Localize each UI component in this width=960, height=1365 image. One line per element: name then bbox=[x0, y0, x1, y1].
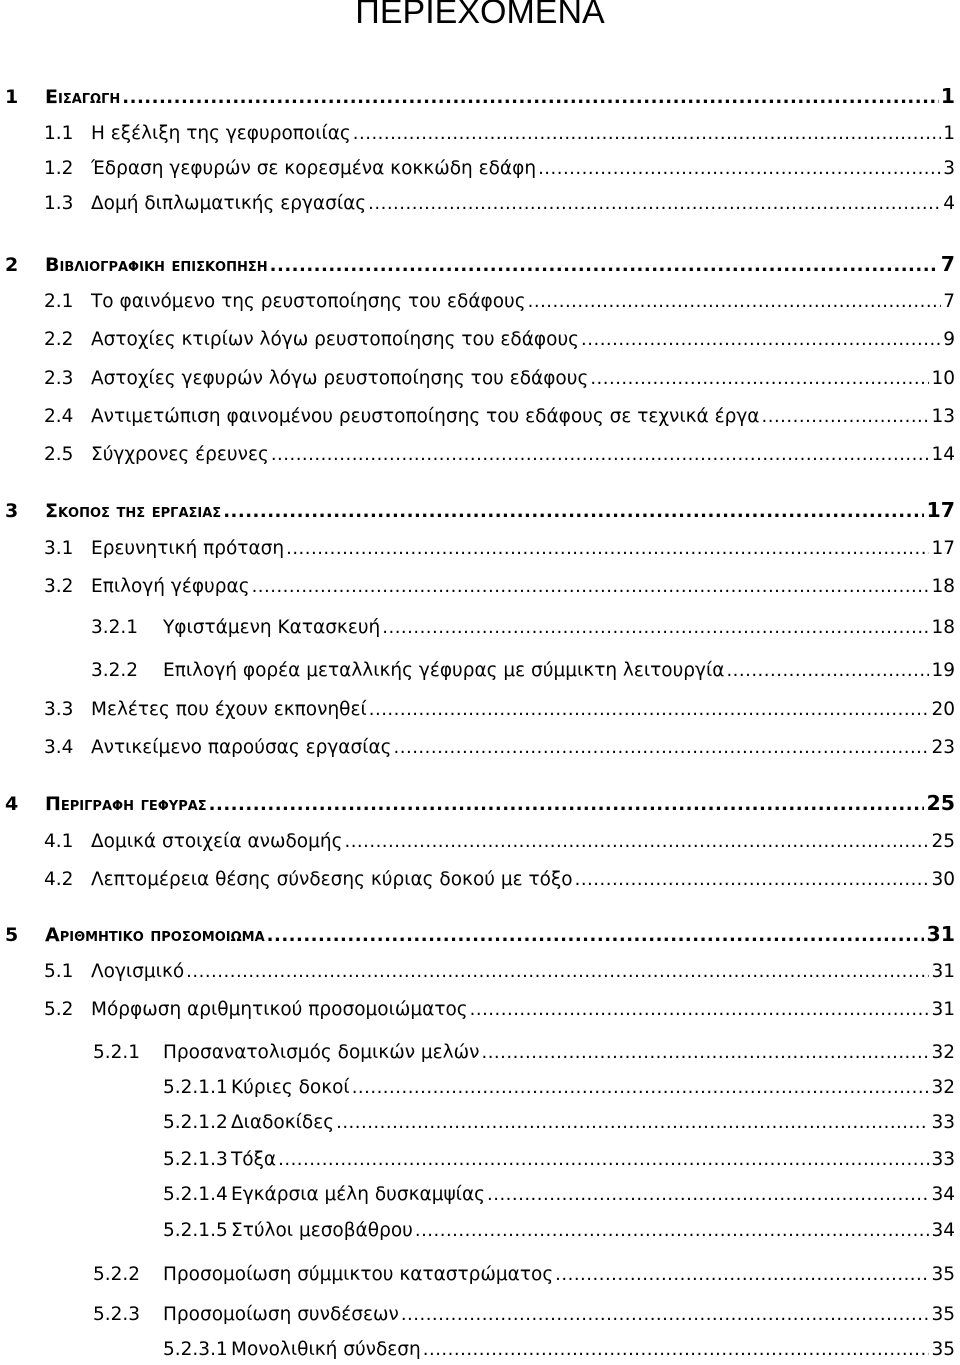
toc-entry-number: 5.2.1.5 bbox=[163, 1220, 228, 1241]
toc-entry[interactable] bbox=[93, 1301, 955, 1329]
toc-entry-label: Στύλοι μεσοβάθρου bbox=[231, 1220, 413, 1241]
toc-entry[interactable] bbox=[0, 789, 955, 817]
toc-entry-label: Αστοχίες γεφυρών λόγω ρευστοποίησης του εδάφους bbox=[91, 368, 589, 389]
toc-entry[interactable] bbox=[0, 82, 955, 110]
toc-entry-number: 2 bbox=[5, 254, 19, 276]
toc-entry-label: Εγκάρσια μέλη δυσκαμψίας bbox=[231, 1184, 485, 1205]
toc-entry-number: 5.2.1 bbox=[93, 1042, 141, 1063]
toc-entry[interactable] bbox=[163, 1146, 955, 1174]
dot-leader bbox=[481, 1039, 929, 1067]
toc-entry[interactable] bbox=[44, 734, 955, 762]
toc-entry-number: 3.2.2 bbox=[91, 660, 139, 681]
toc-entry[interactable] bbox=[44, 365, 955, 393]
dot-leader bbox=[271, 441, 930, 469]
toc-entry[interactable] bbox=[44, 403, 955, 431]
dot-leader bbox=[186, 958, 929, 986]
toc-entry-number: 4.1 bbox=[44, 831, 74, 852]
toc-entry[interactable] bbox=[91, 657, 955, 685]
toc-entry-number: 1.3 bbox=[44, 193, 74, 214]
toc-entry[interactable] bbox=[44, 155, 955, 183]
toc-entry-label: Προσανατολισμός δομικών μελών bbox=[163, 1042, 480, 1063]
toc-entry-page: 13 bbox=[931, 406, 955, 427]
toc-entry[interactable] bbox=[163, 1109, 955, 1137]
toc-entry-page: 25 bbox=[926, 791, 955, 815]
toc-entry-page: 35 bbox=[931, 1264, 955, 1285]
toc-entry[interactable] bbox=[44, 441, 955, 469]
toc-entry[interactable] bbox=[44, 120, 955, 148]
toc-entry-number: 2.2 bbox=[44, 329, 74, 350]
dot-leader bbox=[555, 1261, 929, 1289]
toc-entry-label: Αριθμητικο προσομοιωμα bbox=[45, 924, 265, 946]
dot-leader bbox=[286, 535, 929, 563]
dot-leader bbox=[352, 1074, 930, 1102]
dot-leader bbox=[122, 84, 938, 112]
toc-entry-page: 31 bbox=[926, 922, 955, 946]
toc-entry-label: Σύγχρονες έρευνες bbox=[91, 444, 269, 465]
toc-entry[interactable] bbox=[93, 1039, 955, 1067]
page-title: ΠΕΡΙΕΧΟΜΕΝΑ bbox=[355, 0, 605, 31]
toc-entry-label: Βιβλιογραφικη επισκοπηση bbox=[45, 254, 268, 276]
toc-entry-page: 14 bbox=[931, 444, 955, 465]
toc-entry-page: 20 bbox=[931, 699, 955, 720]
toc-entry[interactable] bbox=[44, 326, 955, 354]
toc-entry-number: 2.1 bbox=[44, 291, 74, 312]
toc-entry[interactable] bbox=[44, 696, 955, 724]
toc-entry[interactable] bbox=[44, 535, 955, 563]
toc-entry-label: Έδραση γεφυρών σε κορεσμένα κοκκώδη εδάφη bbox=[91, 158, 537, 179]
toc-entry[interactable] bbox=[44, 573, 955, 601]
toc-entry-label: Διαδοκίδες bbox=[231, 1112, 335, 1133]
toc-entry[interactable] bbox=[163, 1336, 955, 1364]
toc-entry-page: 7 bbox=[940, 252, 955, 276]
toc-entry-page: 34 bbox=[931, 1184, 955, 1205]
dot-leader bbox=[487, 1181, 929, 1209]
dot-leader bbox=[470, 996, 930, 1024]
toc-entry-number: 2.5 bbox=[44, 444, 74, 465]
dot-leader bbox=[575, 866, 930, 894]
toc-entry-label: Μονολιθική σύνδεση bbox=[231, 1339, 421, 1360]
toc-entry-page: 7 bbox=[943, 291, 955, 312]
dot-leader bbox=[726, 657, 929, 685]
dot-leader bbox=[267, 922, 925, 950]
toc-entry-page: 34 bbox=[931, 1220, 955, 1241]
toc-entry[interactable] bbox=[44, 828, 955, 856]
toc-entry-page: 4 bbox=[943, 193, 955, 214]
toc-entry-label: Λογισμικό bbox=[91, 961, 185, 982]
toc-entry-label: Δομικά στοιχεία ανωδομής bbox=[91, 831, 343, 852]
dot-leader bbox=[278, 1146, 929, 1174]
toc-entry-page: 35 bbox=[931, 1304, 955, 1325]
toc-entry[interactable] bbox=[163, 1074, 955, 1102]
toc-entry-page: 18 bbox=[931, 617, 955, 638]
dot-leader bbox=[344, 828, 929, 856]
toc-entry-number: 1.1 bbox=[44, 123, 74, 144]
toc-entry-number: 3.2.1 bbox=[91, 617, 139, 638]
toc-entry-number: 5.1 bbox=[44, 961, 74, 982]
toc-entry[interactable] bbox=[163, 1181, 955, 1209]
toc-entry[interactable] bbox=[44, 866, 955, 894]
toc-entry-label: Τόξα bbox=[231, 1149, 277, 1170]
toc-entry-label: Ερευνητική πρόταση bbox=[91, 538, 285, 559]
dot-leader bbox=[423, 1336, 930, 1364]
toc-entry-page: 18 bbox=[931, 576, 955, 597]
dot-leader bbox=[369, 696, 930, 724]
toc-entry[interactable] bbox=[91, 614, 955, 642]
dot-leader bbox=[223, 498, 924, 526]
toc-entry-page: 1 bbox=[943, 123, 955, 144]
dot-leader bbox=[382, 614, 929, 642]
toc-entry-number: 1 bbox=[5, 86, 19, 108]
toc-entry-label: Υφιστάμενη Κατασκευή bbox=[163, 617, 381, 638]
toc-entry-number: 4.2 bbox=[44, 869, 74, 890]
toc-entry-label: Μελέτες που έχουν εκπονηθεί bbox=[91, 699, 367, 720]
toc-entry-page: 32 bbox=[931, 1042, 955, 1063]
dot-leader bbox=[270, 252, 939, 280]
toc-entry-page: 32 bbox=[931, 1077, 955, 1098]
toc-entry-page: 1 bbox=[940, 84, 955, 108]
toc-entry-label: Μόρφωση αριθμητικού προσομοιώματος bbox=[91, 999, 468, 1020]
toc-entry-label: Η εξέλιξη της γεφυροποιίας bbox=[91, 123, 351, 144]
toc-entry-number: 5.2.2 bbox=[93, 1264, 141, 1285]
toc-entry-page: 25 bbox=[931, 831, 955, 852]
toc-entry-number: 4 bbox=[5, 793, 19, 815]
toc-entry-page: 10 bbox=[931, 368, 955, 389]
toc-entry-label: Προσομοίωση συνδέσεων bbox=[163, 1304, 399, 1325]
toc-entry-label: Προσομοίωση σύμμικτου καταστρώματος bbox=[163, 1264, 554, 1285]
dot-leader bbox=[415, 1217, 930, 1245]
toc-entry-page: 31 bbox=[931, 961, 955, 982]
toc-entry-number: 3.3 bbox=[44, 699, 74, 720]
toc-entry-page: 17 bbox=[926, 498, 955, 522]
toc-entry-page: 33 bbox=[931, 1112, 955, 1133]
dot-leader bbox=[528, 288, 942, 316]
toc-entry-label: Εισαγωγη bbox=[45, 86, 121, 108]
dot-leader bbox=[336, 1109, 929, 1137]
dot-leader bbox=[209, 791, 925, 819]
toc-entry-number: 5.2.1.2 bbox=[163, 1112, 228, 1133]
toc-entry-label: Αστοχίες κτιρίων λόγω ρευστοποίησης του εδάφους bbox=[91, 329, 580, 350]
toc-entry-label: Σκοπος της εργασιας bbox=[45, 500, 222, 522]
dot-leader bbox=[590, 365, 929, 393]
toc-entry-page: 19 bbox=[931, 660, 955, 681]
toc-entry[interactable] bbox=[44, 996, 955, 1024]
toc-entry-label: Δομή διπλωματικής εργασίας bbox=[91, 193, 367, 214]
toc-entry[interactable] bbox=[0, 920, 955, 948]
toc-entry-page: 9 bbox=[943, 329, 955, 350]
toc-entry-number: 2.3 bbox=[44, 368, 74, 389]
toc-entry[interactable] bbox=[163, 1217, 955, 1245]
toc-entry[interactable] bbox=[44, 288, 955, 316]
toc-entry-page: 31 bbox=[931, 999, 955, 1020]
toc-entry-label: Περιγραφη γεφυρας bbox=[45, 793, 207, 815]
toc-entry-number: 5.2.3 bbox=[93, 1304, 141, 1325]
toc-entry-number: 3 bbox=[5, 500, 19, 522]
toc-entry[interactable] bbox=[44, 958, 955, 986]
toc-entry-label: Αντιμετώπιση φαινομένου ρευστοποίησης του εδάφους σε τεχνικά έργα bbox=[91, 406, 760, 427]
toc-entry-number: 5 bbox=[5, 924, 19, 946]
toc-entry[interactable] bbox=[93, 1261, 955, 1289]
toc-entry-label: Το φαινόμενο της ρευστοποίησης του εδάφους bbox=[91, 291, 526, 312]
dot-leader bbox=[538, 155, 941, 183]
dot-leader bbox=[762, 403, 930, 431]
dot-leader bbox=[581, 326, 941, 354]
dot-leader bbox=[401, 1301, 930, 1329]
toc-entry-number: 5.2 bbox=[44, 999, 74, 1020]
toc-entry-label: Λεπτομέρεια θέσης σύνδεσης κύριας δοκού με τόξο bbox=[91, 869, 573, 890]
toc-entry-label: Αντικείμενο παρούσας εργασίας bbox=[91, 737, 392, 758]
toc-entry-label: Επιλογή φορέα μεταλλικής γέφυρας με σύμμικτη λειτουργία bbox=[163, 660, 725, 681]
toc-entry-number: 5.2.1.3 bbox=[163, 1149, 228, 1170]
toc-entry-number: 1.2 bbox=[44, 158, 74, 179]
toc-entry-page: 23 bbox=[931, 737, 955, 758]
toc-entry-page: 30 bbox=[931, 869, 955, 890]
toc-entry[interactable] bbox=[44, 190, 955, 218]
toc-entry-page: 17 bbox=[931, 538, 955, 559]
toc-entry-page: 33 bbox=[931, 1149, 955, 1170]
toc-entry-number: 2.4 bbox=[44, 406, 74, 427]
dot-leader bbox=[368, 190, 941, 218]
toc-entry-number: 5.2.3.1 bbox=[163, 1339, 228, 1360]
toc-entry-number: 3.2 bbox=[44, 576, 74, 597]
toc-entry-number: 5.2.1.4 bbox=[163, 1184, 228, 1205]
toc-entry-label: Επιλογή γέφυρας bbox=[91, 576, 250, 597]
toc-entry-label: Κύριες δοκοί bbox=[231, 1077, 350, 1098]
toc-entry-page: 3 bbox=[943, 158, 955, 179]
dot-leader bbox=[252, 573, 930, 601]
toc-entry[interactable] bbox=[0, 250, 955, 278]
toc-entry-number: 3.1 bbox=[44, 538, 74, 559]
toc-entry-number: 5.2.1.1 bbox=[163, 1077, 228, 1098]
toc-entry-page: 35 bbox=[931, 1339, 955, 1360]
dot-leader bbox=[353, 120, 941, 148]
dot-leader bbox=[394, 734, 930, 762]
toc-entry-number: 3.4 bbox=[44, 737, 74, 758]
toc-entry[interactable] bbox=[0, 496, 955, 524]
